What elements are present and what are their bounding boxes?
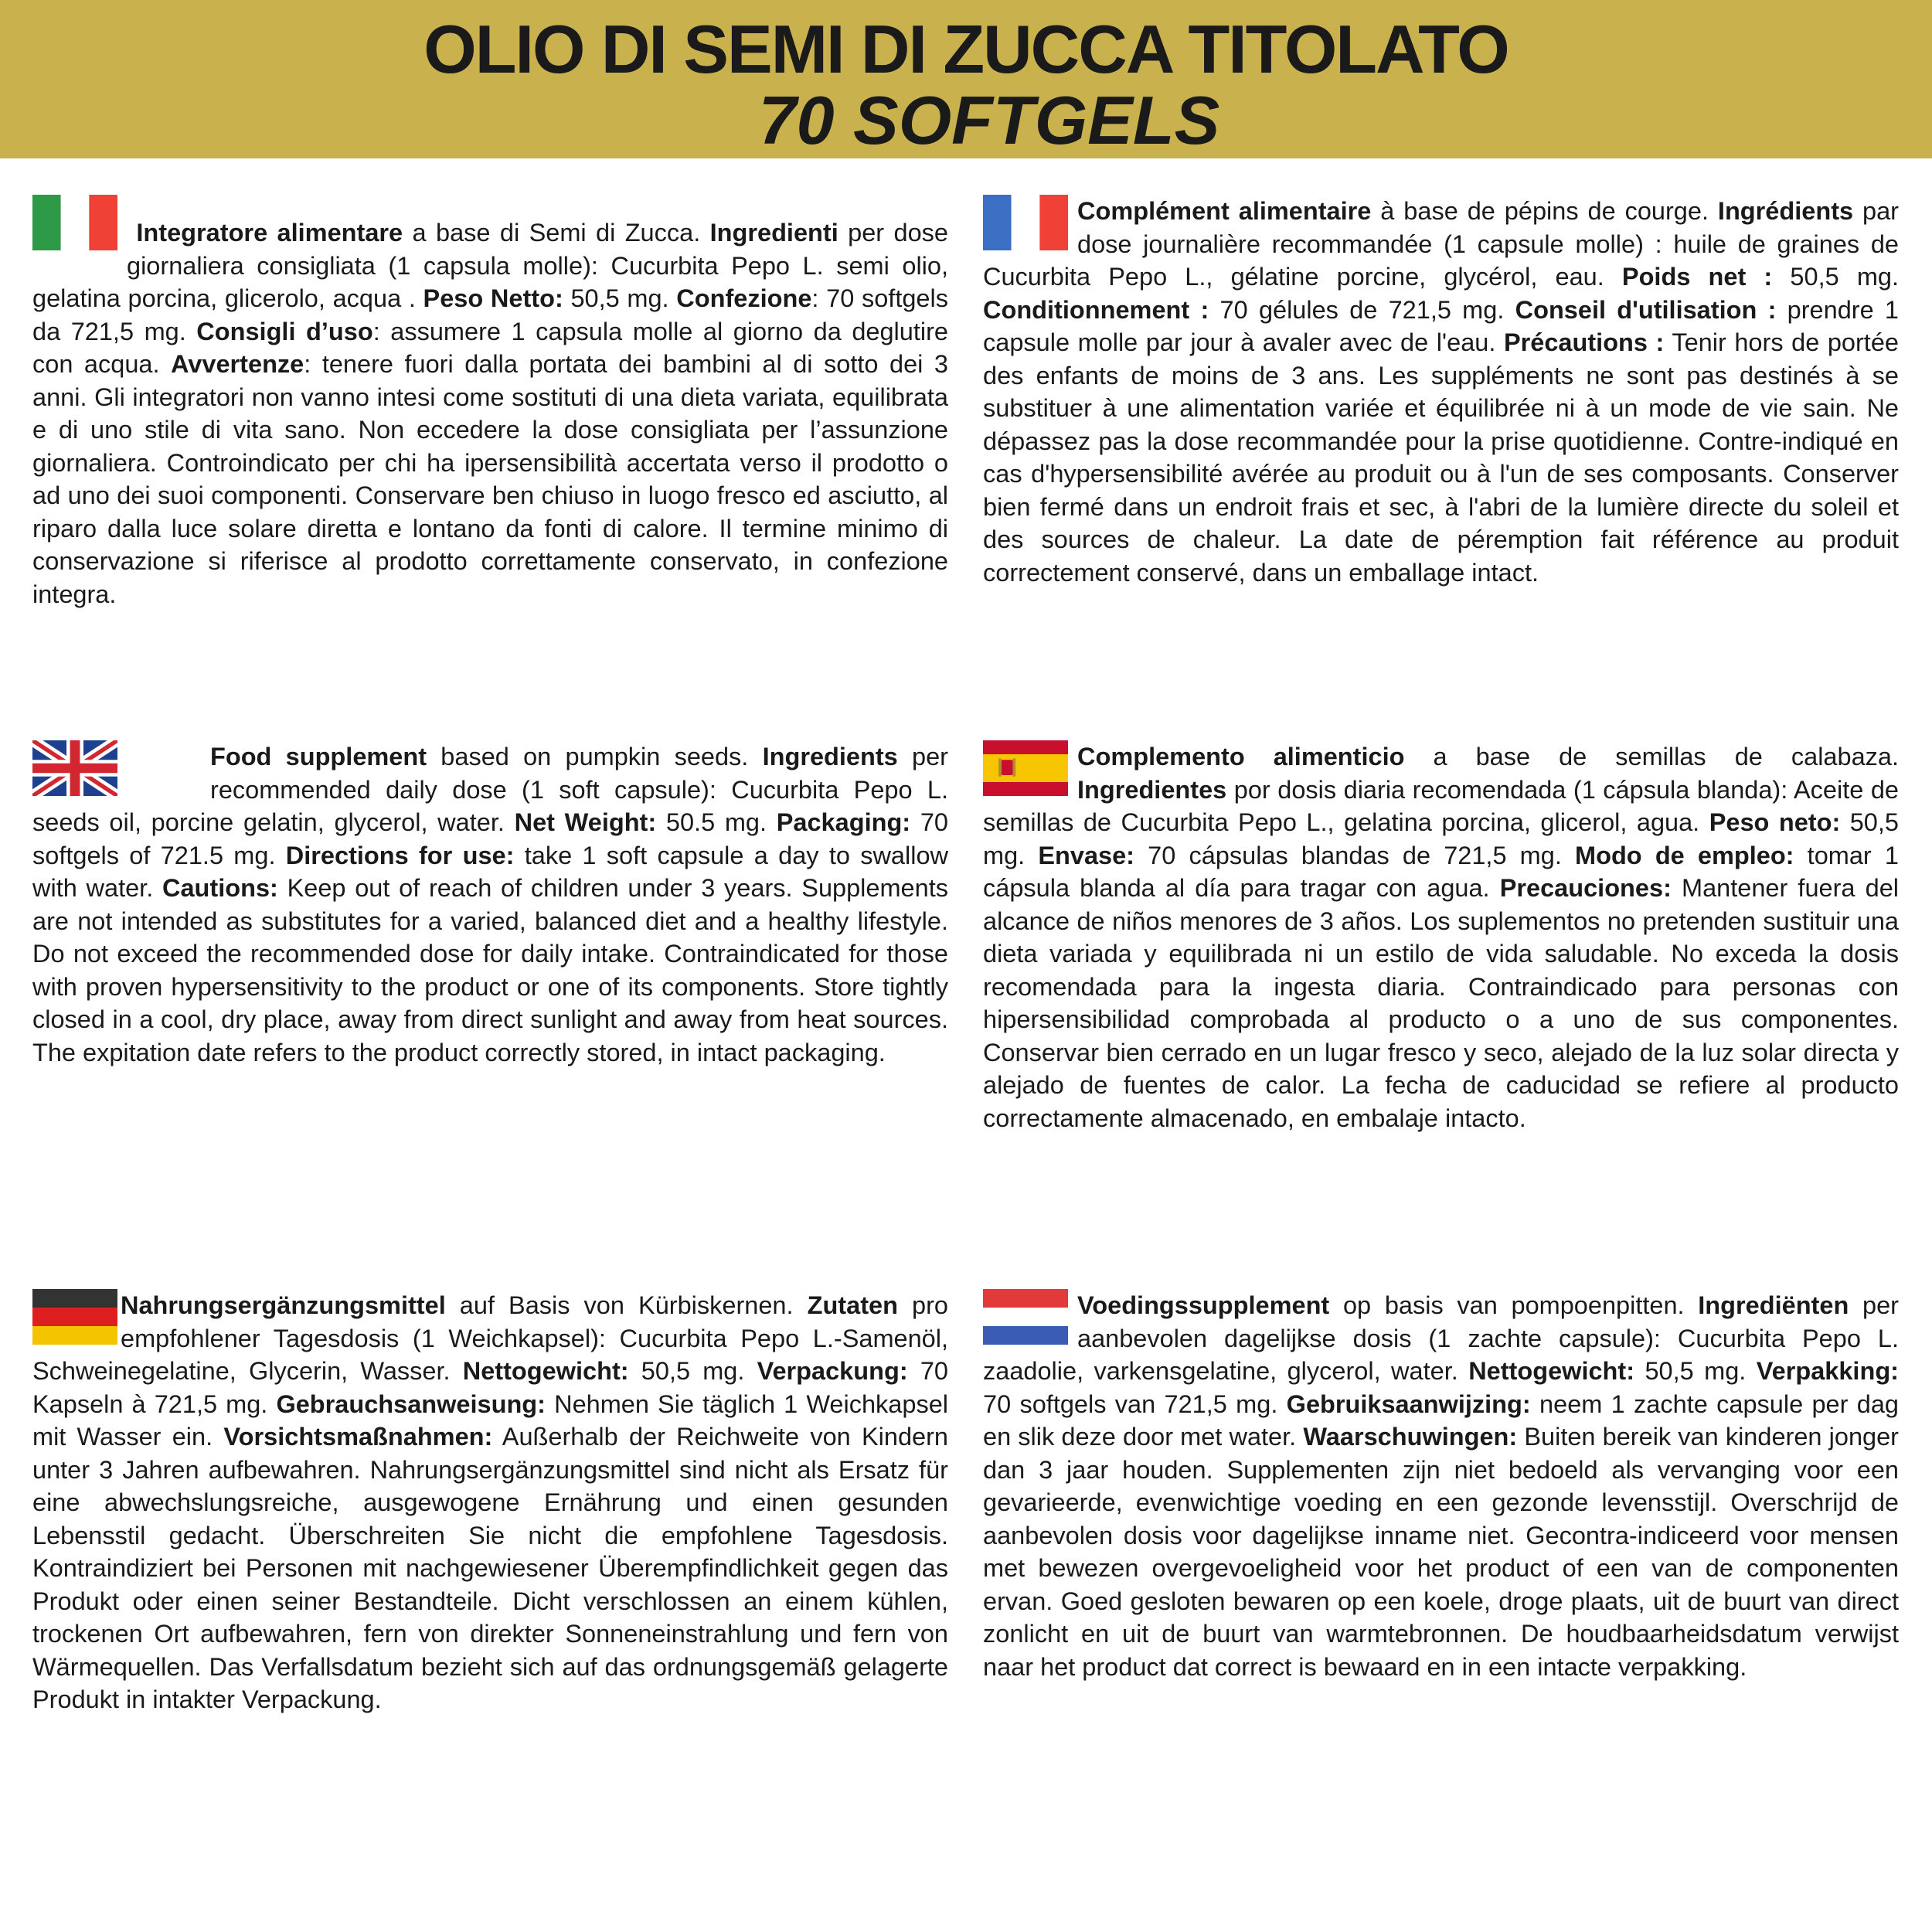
label-net-weight: Peso Netto: (423, 284, 563, 312)
section-french (983, 195, 1899, 589)
label-ingredients: Ingredienti (709, 219, 838, 247)
text: : 70 softgels da 721,5 mg. (32, 284, 948, 345)
label-product-type: Voedingssupplement (1077, 1291, 1330, 1319)
section-spanish (983, 740, 1899, 1134)
italy-flag-icon (32, 195, 117, 250)
text: a base de semillas de calabaza. (1404, 743, 1899, 770)
text: Keep out of reach of children under 3 years. Supplements are not intended as substitutes for a varied, balanced diet and a healthy lifestyle. Do not exceed the recommended dose for daily intake. Contraindicated for those with proven hypersensitivity to the product or one of its components. Store tightly closed in a cool, dry place, away from direct sunlight and away from heat sources. The expitation date refers to the product correctly stored, in intact packaging. (32, 874, 948, 1066)
label-ingredients: Zutaten (807, 1291, 898, 1319)
section-german (32, 1289, 948, 1716)
text: 50,5 mg. (1772, 263, 1899, 291)
label-warnings: Vorsichtsmaßnahmen: (223, 1423, 493, 1451)
text: : tenere fuori dalla portata dei bambini al di sotto dei 3 anni. Gli integratori non vanno intesi come sostituti di una dieta variata, equilibrata e di uno stile di vita sano. Non eccedere la dose consigliata per l’assunzione giornaliera. Controindicato per chi ha ipersensibilità accertata verso il prodotto o ad uno dei suoi componenti. Conservare ben chiuso in luogo fresco ed asciutto, al riparo dalla luce solare diretta e lontano da fonti di calore. Il termine minimo di conservazione si riferisce al prodotto correttamente conservato, in confezione integra. (32, 350, 948, 608)
label-packaging: Conditionnement : (983, 295, 1209, 324)
text: neem 1 zachte capsule per dag en slik deze door met water. (983, 1389, 1899, 1451)
text: par dose journalière recommandée (1 capsule molle) : huile de graines de Cucurbita Pepo L., gélatine porcine, glycérol, eau. (983, 197, 1899, 291)
text: 50,5 mg. (1634, 1357, 1757, 1385)
label-product-type: Nahrungsergänzungsmittel (121, 1291, 446, 1319)
label-directions: Consigli d’uso (196, 317, 373, 345)
label-directions: Modo de empleo: (1575, 841, 1794, 869)
text: Tenir hors de portée des enfants de moins de 3 ans. Les suppléments ne sont pas destinés à se substituer à une alimentation variée et équilibrée ni à un mode de vie sain. Ne dépassez pas la dose recommandée pour la prise quotidienne. Contre-indiqué en cas d'hypersensibilité avérée au produit ou à l'un de ses composants. Conserver bien fermé dans un endroit frais et sec, à l'abri de la lumière directe du soleil et des sources de chaleur. La date de péremption fait référence au produit correctement conservé, dans un emballage intact. (983, 328, 1899, 587)
label-net-weight: Net Weight: (514, 808, 657, 836)
label-directions: Gebruiksaanwijzing: (1286, 1389, 1531, 1418)
label-warnings: Precauciones: (1499, 874, 1672, 902)
label-product-type: Integratore alimentare (136, 219, 403, 247)
france-flag-icon (983, 195, 1068, 250)
text: 70 Kapseln à 721,5 mg. (32, 1357, 948, 1418)
label-ingredients: Ingredientes (1077, 775, 1227, 804)
label-net-weight: Peso neto: (1709, 808, 1841, 836)
spain-flag-icon (983, 740, 1068, 796)
label-warnings: Cautions: (162, 874, 278, 902)
text: 70 gélules de 721,5 mg. (1209, 295, 1515, 324)
text: tomar 1 cápsula blanda al día para tragar con agua. (983, 841, 1899, 902)
label-warnings: Avvertenze (171, 350, 304, 378)
label-net-weight: Poids net : (1621, 263, 1773, 291)
text: 50,5 mg. (983, 808, 1899, 869)
text: 70 cápsulas blandas de 721,5 mg. (1134, 841, 1576, 869)
label-ingredients: Ingredients (762, 743, 898, 770)
text: Außerhalb der Reichweite von Kindern unter 3 Jahren aufbewahren. Nahrungsergänzungsmittel sind nicht als Ersatz für eine abwechslungsreiche, ausgewogene Ernährung und einen gesunden Lebensstil gedacht. Überschreiten Sie nicht die empfohlene Tagesdosis. Kontraindiziert bei Personen mit nachgewiesener Überempfindlichkeit gegen das Produkt oder einen seiner Bestandteile. Dicht verschlossen an einem kühlen, trockenen Ort aufbewahren, fern von direkter Sonneneinstrahlung und fern von Wärmequellen. Das Verfallsdatum bezieht sich auf das ordnungsgemäß gelagerte Produkt in intakter Verpackung. (32, 1423, 948, 1713)
text: : assumere 1 capsula molle al giorno da deglutire con acqua. (32, 317, 948, 378)
label-ingredients: Ingrédients (1717, 197, 1854, 225)
label-packaging: Envase: (1038, 841, 1134, 869)
text: Mantener fuera del alcance de niños menores de 3 años. Los suplementos no pretenden sustituir una dieta variada y equilibrada ni un estilo de vida saludable. No exceda la dosis recomendada para la ingesta diaria. Contraindicado para personas con hipersensibilidad comprobada al producto o a uno de sus componentes. Conservar bien cerrado en un lugar fresco y seco, alejado de la luz solar directa y alejado de fuentes de calor. La fecha de caducidad se refiere al producto correctamente almacenado, en embalaje intacto. (983, 874, 1899, 1132)
text: pro empfohlener Tagesdosis (1 Weichkapsel): Cucurbita Pepo L.-Samenöl, Schweinegelatine, Glycerin, Wasser. (32, 1291, 948, 1385)
section-dutch (983, 1289, 1899, 1683)
text: auf Basis von Kürbiskernen. (445, 1291, 808, 1319)
label-warnings: Précautions : (1503, 328, 1665, 356)
text: Buiten bereik van kinderen jonger dan 3 jaar houden. Supplementen zijn niet bedoeld als vervanging voor een gevarieerde, evenwichtige voeding en een gezonde levensstijl. Overschrijd de aanbevolen dosis voor dagelijkse inname niet. Gecontra-indiceerd voor mensen met bewezen overgevoeligheid voor het product of een van de componenten ervan. Goed gesloten bewaren op een koele, droge plaats, uit de buurt van direct zonlicht en uit de buurt van warmtebronnen. De houdbaarheidsdatum verwijst naar het product dat correct is bewaard en in een intacte verpakking. (983, 1423, 1899, 1681)
germany-flag-icon (32, 1289, 117, 1345)
label-product-type: Complemento alimenticio (1077, 743, 1405, 770)
text: take 1 soft capsule a day to swallow with water. (32, 841, 948, 902)
label-packaging: Verpakking: (1756, 1357, 1899, 1385)
title-banner (0, 0, 1932, 158)
text: prendre 1 capsule molle par jour à avaler avec de l'eau. (983, 295, 1900, 356)
section-english (32, 740, 948, 1069)
text: 70 softgels of 721.5 mg. (32, 808, 948, 869)
text: per recommended daily dose (1 soft capsule): Cucurbita Pepo L. seeds oil, porcine gelatin, glycerol, water. (32, 743, 948, 836)
text: per aanbevolen dagelijkse dosis (1 zachte capsule): Cucurbita Pepo L. zaadolie, varkensgelatine, glycerol, water. (983, 1291, 1899, 1385)
product-title: OLIO DI SEMI DI ZUCCA TITOLATO (423, 11, 1509, 87)
product-subtitle: 70 SOFTGELS (758, 82, 1220, 158)
label-net-weight: Nettogewicht: (1468, 1357, 1635, 1385)
label-warnings: Waarschuwingen: (1303, 1423, 1518, 1451)
text: à base de pépins de courge. (1371, 197, 1718, 225)
netherlands-flag-icon (983, 1289, 1068, 1345)
label-directions: Conseil d'utilisation : (1515, 295, 1777, 324)
label-ingredients: Ingrediënten (1698, 1291, 1849, 1319)
label-directions: Gebrauchsanweisung: (276, 1389, 546, 1418)
text: 50,5 mg. (563, 284, 677, 312)
label-product-type: Food supplement (210, 743, 427, 770)
text: por dosis diaria recomendada (1 cápsula blanda): Aceite de semillas de Cucurbita Pepo L., gelatina porcina, glicerol, agua. (983, 775, 1899, 836)
label-directions: Directions for use: (285, 841, 515, 869)
text: Nehmen Sie täglich 1 Weichkapsel mit Wasser ein. (32, 1389, 948, 1451)
text: based on pumpkin seeds. (427, 743, 763, 770)
text: a base di Semi di Zucca. (403, 219, 710, 247)
text: op basis van pompoenpitten. (1329, 1291, 1699, 1319)
uk-flag-icon (32, 740, 117, 796)
text: per dose giornaliera consigliata (1 capsula molle): Cucurbita Pepo L. semi olio, gelatina porcina, glicerolo, acqua . (32, 219, 948, 312)
label-packaging: Confezione (676, 284, 812, 312)
label-net-weight: Nettogewicht: (462, 1357, 629, 1385)
section-italian (32, 195, 948, 611)
text: 50,5 mg. (628, 1357, 757, 1385)
text: 70 softgels van 721,5 mg. (983, 1389, 1287, 1418)
label-product-type: Complément alimentaire (1077, 197, 1372, 225)
label-packaging: Verpackung: (757, 1357, 908, 1385)
label-packaging: Packaging: (776, 808, 911, 836)
text: 50.5 mg. (656, 808, 777, 836)
